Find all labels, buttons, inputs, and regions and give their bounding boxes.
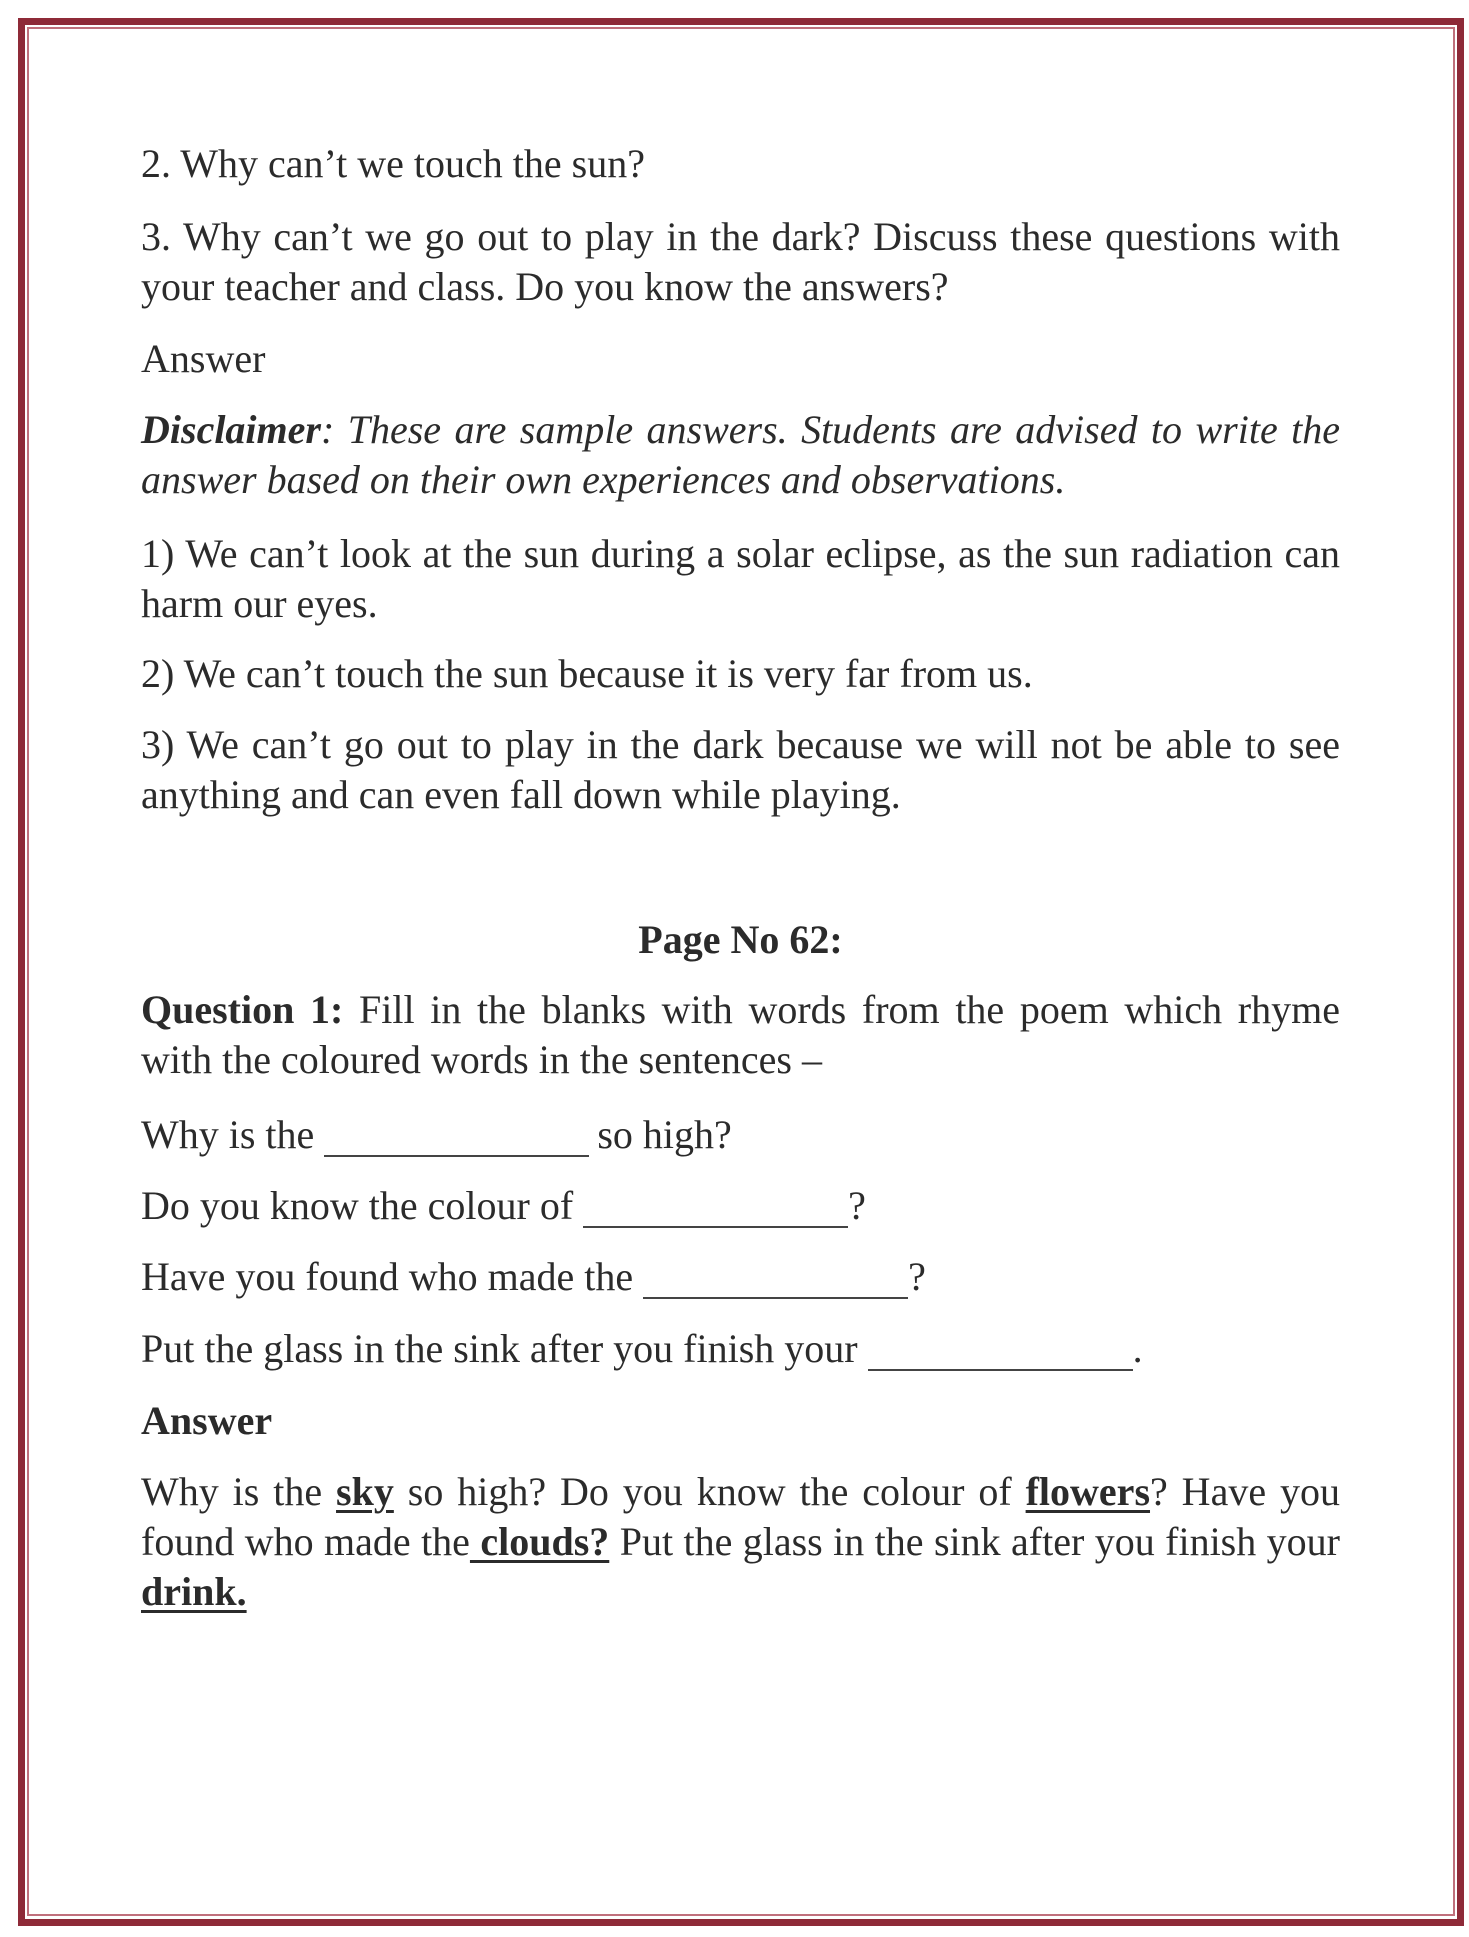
question-3: 3. Why can’t we go out to play in the dark? Discuss these questions with your teacher and class. Do you know the answers?	[141, 214, 1340, 309]
fill-blank-3-before: Have you found who made the	[141, 1254, 634, 1299]
fill-blank-3-after: ?	[908, 1254, 926, 1299]
fill-blank-2-before: Do you know the colour of	[141, 1183, 574, 1228]
answer-text-part-1: Why is the	[141, 1469, 337, 1514]
answer-text-part-4: Put the glass in the sink after you finish your	[609, 1519, 1340, 1564]
disclaimer	[141, 405, 1340, 505]
answer-1: 1) We can’t look at the sun during a solar eclipse, as the sun radiation can harm our eyes.	[141, 531, 1340, 626]
answer-text-part-3: ? Have you found who made the	[141, 1469, 1340, 1564]
answer-2: 2) We can’t touch the sun because it is very far from us.	[141, 651, 1033, 696]
blank-line-4	[868, 1339, 1133, 1371]
answer-word-flowers: flowers	[1025, 1469, 1151, 1514]
fill-blank-1-before: Why is the	[141, 1112, 315, 1157]
answer-3: 3) We can’t go out to play in the dark because we will not be able to see anything and can even fall down while playing.	[141, 722, 1340, 817]
question-1-text: Fill in the blanks with words from the poem which rhyme with the coloured words in the sentences –	[141, 987, 1340, 1082]
blank-line-1	[324, 1125, 589, 1157]
question-1-label: Question 1:	[141, 987, 344, 1032]
answer-label: Answer	[141, 336, 266, 381]
blank-line-3	[643, 1267, 908, 1299]
blank-line-2	[583, 1196, 848, 1228]
answer-fill-blanks	[141, 1467, 1340, 1617]
answer-word-clouds: clouds?	[469, 1519, 610, 1564]
fill-blank-1-after: so high?	[597, 1112, 732, 1157]
answer-2-label: Answer	[141, 1398, 273, 1443]
fill-blank-4-after: .	[1132, 1326, 1143, 1371]
fill-blank-2-after: ?	[848, 1183, 866, 1228]
disclaimer-text: : These are sample answers. Students are advised to write the answer based on their own experiences and observations.	[141, 407, 1340, 502]
page-heading: Page No 62:	[638, 917, 843, 962]
question-1	[141, 985, 1340, 1085]
fill-blank-1	[141, 1110, 1340, 1160]
answer-word-sky: sky	[336, 1469, 394, 1514]
fill-blank-2	[141, 1181, 1340, 1231]
fill-blank-4-before: Put the glass in the sink after you finish your	[141, 1326, 858, 1371]
fill-blank-3	[141, 1252, 1340, 1302]
disclaimer-label: Disclaimer	[141, 407, 321, 452]
answer-text-part-2: so high? Do you know the colour of	[393, 1469, 1026, 1514]
fill-blank-4	[141, 1324, 1340, 1374]
question-2: 2. Why can’t we touch the sun?	[141, 141, 645, 186]
answer-word-drink: drink.	[141, 1569, 247, 1614]
